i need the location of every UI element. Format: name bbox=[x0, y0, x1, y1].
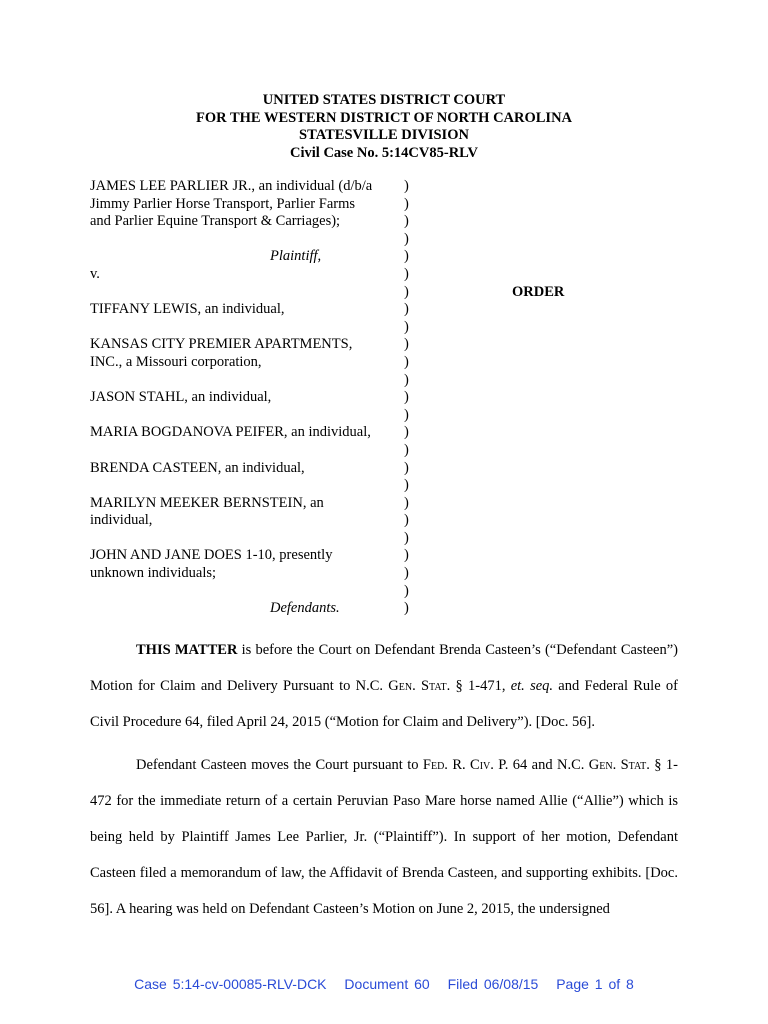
case-caption bbox=[90, 178, 420, 618]
defendant-bernstein-line-2: individual, bbox=[90, 512, 153, 529]
caption-paren: ) bbox=[404, 283, 409, 300]
p1-gen-stat: Gen. Stat. bbox=[388, 678, 451, 694]
caption-paren: ) bbox=[404, 529, 409, 546]
defendant-kc-premier-line-2: INC., a Missouri corporation, bbox=[90, 353, 262, 370]
plaintiff-line-2: Jimmy Parlier Horse Transport, Parlier Farms bbox=[90, 195, 356, 212]
caption-paren: ) bbox=[404, 195, 409, 212]
caption-paren: ) bbox=[404, 318, 409, 335]
caption-paren: ) bbox=[404, 406, 409, 423]
caption-spacer bbox=[90, 319, 420, 337]
caption-paren: ) bbox=[404, 424, 409, 441]
p2-text-a: Defendant Casteen moves the Court pursuant to bbox=[136, 757, 423, 773]
caption-spacer bbox=[90, 284, 420, 302]
caption-paren: ) bbox=[404, 600, 409, 617]
this-matter-lead: THIS MATTER bbox=[136, 642, 238, 658]
p1-text-a: is before the Court on Defendant Brenda Casteen’s (“Defendant Casteen”) Motion for Claim and Delivery Pursuant to N.C. bbox=[90, 642, 678, 694]
caption-spacer bbox=[90, 407, 420, 425]
footer-page: Page 1 of 8 bbox=[556, 976, 634, 992]
caption-paren: ) bbox=[404, 301, 409, 318]
versus: v. bbox=[90, 265, 100, 282]
court-heading bbox=[0, 92, 768, 162]
p2-fed-r-civ-p: Fed. R. Civ. P. bbox=[422, 757, 509, 773]
p2-text-b: 64 and N.C. bbox=[508, 757, 589, 773]
caption-spacer bbox=[90, 442, 420, 460]
caption-paren: ) bbox=[404, 248, 409, 265]
caption-paren: ) bbox=[404, 582, 409, 599]
caption-paren: ) bbox=[404, 441, 409, 458]
heading-division: STATESVILLE DIVISION bbox=[299, 127, 469, 143]
caption-paren: ) bbox=[404, 178, 409, 194]
paragraph-1 bbox=[90, 632, 678, 740]
defendant-does-line-1: JOHN AND JANE DOES 1-10, presently bbox=[90, 547, 333, 564]
caption-spacer bbox=[90, 372, 420, 390]
defendants-label: Defendants. bbox=[270, 600, 340, 617]
caption-paren: ) bbox=[404, 336, 409, 353]
footer-document: Document 60 bbox=[344, 976, 430, 992]
p1-text-c: and Federal Rule of Civil Procedure 64, filed April 24, 2015 (“Motion for Claim and Delivery”). [Doc. 56]. bbox=[90, 678, 678, 730]
caption-parentheses bbox=[404, 178, 409, 618]
defendant-bernstein-line-1: MARILYN MEEKER BERNSTEIN, an bbox=[90, 494, 324, 511]
caption-spacer bbox=[90, 530, 420, 548]
caption-spacer bbox=[90, 477, 420, 495]
caption-paren: ) bbox=[404, 512, 409, 529]
footer-case: Case 5:14-cv-00085-RLV-DCK bbox=[134, 976, 327, 992]
caption-paren: ) bbox=[404, 213, 409, 230]
plaintiff-line-1: JAMES LEE PARLIER JR., an individual (d/b/a bbox=[90, 178, 373, 194]
caption-paren: ) bbox=[404, 494, 409, 511]
defendant-does-line-2: unknown individuals; bbox=[90, 565, 217, 582]
heading-district: FOR THE WESTERN DISTRICT OF NORTH CAROLINA bbox=[195, 109, 573, 126]
caption-paren: ) bbox=[404, 230, 409, 247]
defendant-peifer: MARIA BOGDANOVA PEIFER, an individual, bbox=[90, 424, 371, 441]
defendant-lewis: TIFFANY LEWIS, an individual, bbox=[90, 301, 285, 318]
heading-court: UNITED STATES DISTRICT COURT bbox=[262, 92, 506, 108]
order-title: ORDER bbox=[512, 284, 565, 300]
plaintiff-line-3: and Parlier Equine Transport & Carriages); bbox=[90, 213, 341, 230]
caption-spacer bbox=[90, 583, 420, 601]
caption-spacer bbox=[90, 231, 420, 249]
p2-gen-stat: Gen. Stat. bbox=[588, 757, 650, 773]
caption-paren: ) bbox=[404, 371, 409, 388]
caption-paren: ) bbox=[404, 565, 409, 582]
paragraph-2 bbox=[90, 747, 678, 927]
filing-footer bbox=[0, 976, 768, 992]
caption-paren: ) bbox=[404, 547, 409, 564]
defendant-kc-premier-line-1: KANSAS CITY PREMIER APARTMENTS, bbox=[90, 336, 353, 353]
p2-text-c: § 1-472 for the immediate return of a certain Peruvian Paso Mare horse named Allie (“Allie”) which is being held by Plaintiff James Lee Parlier, Jr. (“Plaintiff”). In support of her motion, Defendant Casteen filed a memorandum of law, the Affidavit of Brenda Casteen, and supporting exhibits. [Doc. 56]. A hearing was held on Defendant Casteen’s Motion on June 2, 2015, the undersigned bbox=[90, 757, 678, 917]
caption-paren: ) bbox=[404, 353, 409, 370]
defendant-casteen: BRENDA CASTEEN, an individual, bbox=[90, 459, 305, 476]
p1-et-seq: et. seq. bbox=[510, 678, 554, 694]
p1-text-b: § 1-471, bbox=[450, 678, 511, 694]
footer-filed: Filed 06/08/15 bbox=[447, 976, 539, 992]
caption-paren: ) bbox=[404, 389, 409, 406]
caption-paren: ) bbox=[404, 477, 409, 494]
caption-paren: ) bbox=[404, 459, 409, 476]
plaintiff-label: Plaintiff, bbox=[270, 248, 322, 265]
defendant-stahl: JASON STAHL, an individual, bbox=[90, 389, 272, 406]
heading-case-number: Civil Case No. 5:14CV85-RLV bbox=[290, 144, 478, 161]
caption-paren: ) bbox=[404, 265, 409, 282]
